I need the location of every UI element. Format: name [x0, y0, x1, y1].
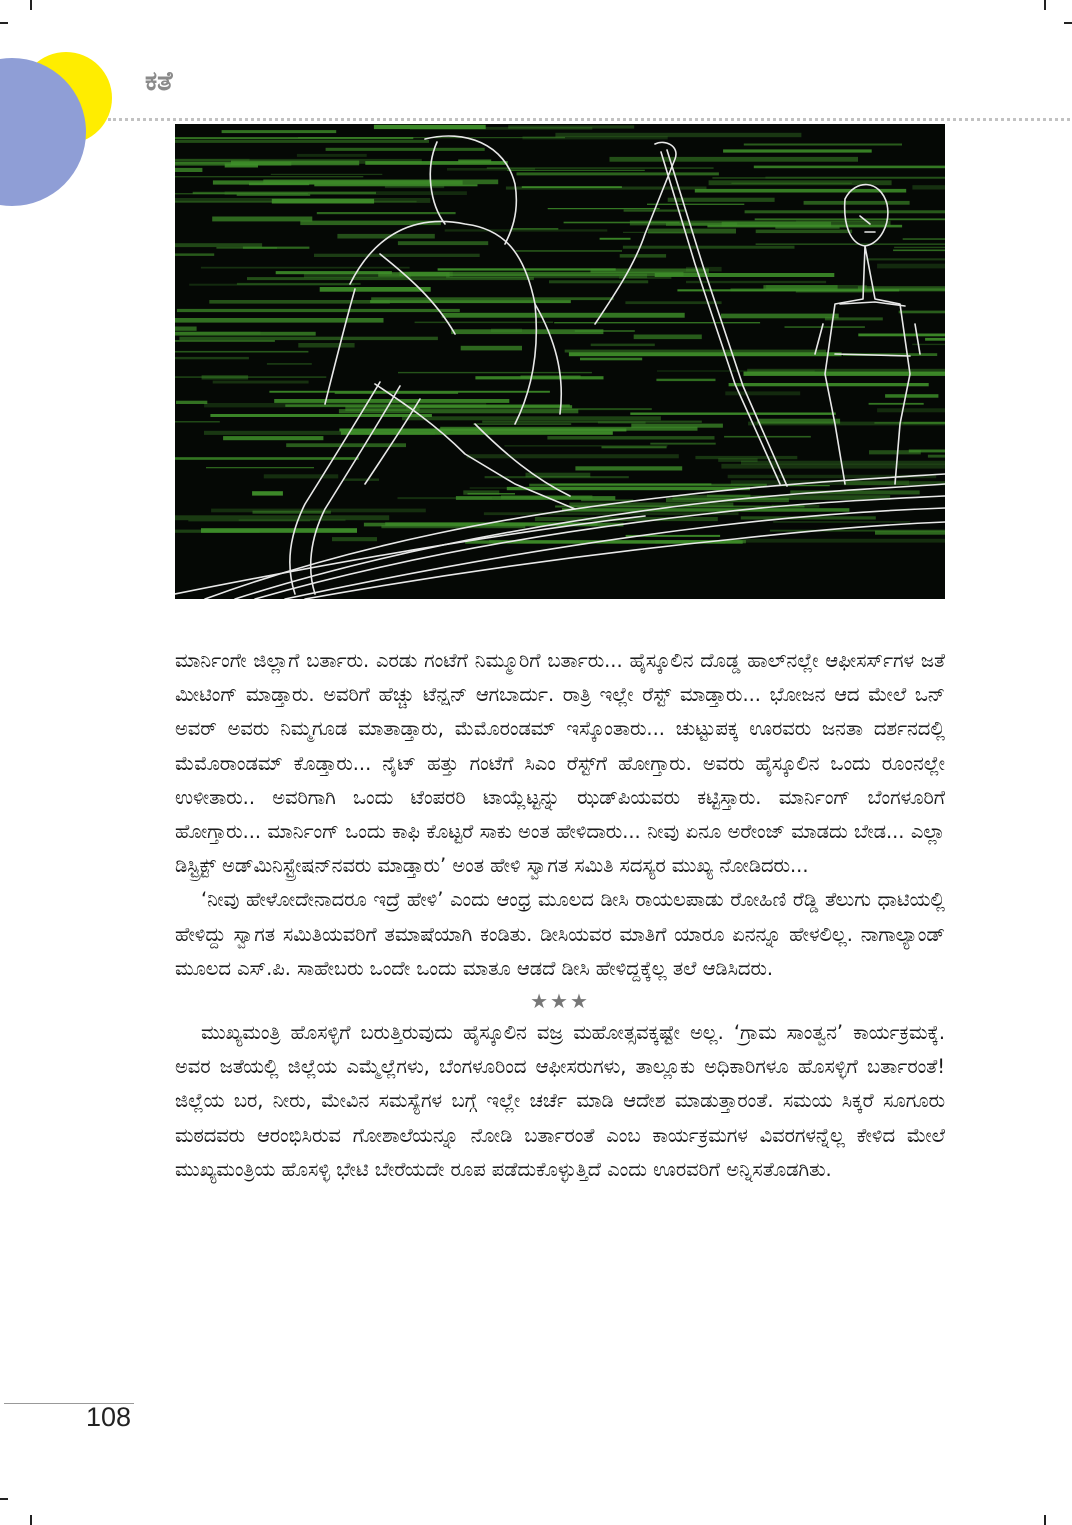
- green-streak: [756, 244, 945, 245]
- green-streak: [225, 191, 467, 195]
- green-streak: [337, 234, 434, 239]
- green-streak: [729, 383, 929, 386]
- green-streak: [785, 326, 865, 327]
- green-streak: [177, 309, 460, 312]
- green-streak: [272, 199, 374, 204]
- green-streak: [723, 149, 872, 152]
- green-streak: [631, 424, 723, 428]
- green-streak: [249, 183, 309, 186]
- green-streak: [317, 212, 456, 214]
- green-streak: [569, 352, 842, 356]
- green-streak: [210, 414, 432, 417]
- green-streak: [858, 334, 945, 337]
- green-streak: [775, 226, 839, 228]
- crop-mark: [1064, 22, 1072, 24]
- green-streak: [252, 491, 283, 495]
- green-streak: [602, 446, 667, 448]
- illustration-sketch: [175, 124, 945, 599]
- green-streak: [473, 424, 571, 425]
- green-streak: [339, 409, 578, 413]
- green-streak: [508, 125, 634, 128]
- green-streak: [516, 250, 622, 251]
- green-streak: [175, 327, 197, 331]
- green-streak: [247, 277, 534, 280]
- green-streak: [461, 346, 522, 351]
- green-streak: [548, 483, 712, 485]
- green-streak: [176, 401, 207, 404]
- green-streak: [757, 419, 840, 424]
- green-streak: [211, 509, 426, 513]
- paragraph-1: ಮಾರ್ನಿಂಗೇ ಜಿಲ್ಲಾಗೆ ಬರ್ತಾರು. ಎರಡು ಗಂಟೆಗೆ ನಿಮ್ಮೂರಿಗೆ ಬರ್ತಾರು... ಹೈಸ್ಕೂಲಿನ ದೊಡ್ಡ ಹಾಲ್‌ನಲ್ಲೇ ಆಫೀಸರ್ಸ್‌ಗಳ ಜತೆ ಮೀಟಿಂಗ್ ಮಾಡ್ತಾರು. ಅವರಿಗೆ ಹೆಚ್ಚು ಟೆನ್ಷನ್ ಆಗಬಾರ್ದು. ರಾತ್ರಿ ಇಲ್ಲೇ ರೆಸ್ಟ್ ಮಾಡ್ತಾರು... ಭೋಜನ ಆದ ಮೇಲೆ ಒನ್ ಅವರ್ ಅವರು ನಿಮ್ಮಗೂಡ ಮಾತಾಡ್ತಾರು, ಮೆಮೊರಂಡಮ್ ಇಸ್ಕೊಂತಾರು... ಚುಟ್ಟುಪಕ್ಕ ಊರವರು ಜನತಾ ದರ್ಶನದಲ್ಲಿ ಮೆಮೊರಾಂಡಮ್ ಕೊಡ್ತಾರು... ನೈಟ್ ಹತ್ತು ಗಂಟೆಗೆ ಸಿಎಂ ರೆಸ್ಟ್‌ಗೆ ಹೋಗ್ತಾರು. ಅವರು ಹೈಸ್ಕೂಲಿನ ಒಂದು ರೂಂನಲ್ಲೇ ಉಳೀತಾರು.. ಅವರಿಗಾಗಿ ಒಂದು ಟೆಂಪರರಿ ಟಾಯ್ಲೆಟ್ಟನ್ನು ಝಡ್‌ಪಿಯವರು ಕಟ್ಟಿಸ್ತಾರು. ಮಾರ್ನಿಂಗ್ ಬೆಂಗಳೂರಿಗೆ ಹೋಗ್ತಾರು... ಮಾರ್ನಿಂಗ್ ಒಂದು ಕಾಫಿ ಕೊಟ್ಟರೆ ಸಾಕು ಅಂತ ಹೇಳಿದಾರು... ನೀವು ಏನೂ ಅರೇಂಜ್ ಮಾಡದು ಬೇಡ... ಎಲ್ಲಾ ಡಿಸ್ಟ್ರಿಕ್ಟ್ ಅಡ್‌ಮಿನಿಸ್ಟ್ರೇಷನ್‌ನವರು ಮಾಡ್ತಾರು’ ಅಂತ ಹೇಳಿ ಸ್ವಾಗತ ಸಮಿತಿ ಸದಸ್ಯರ ಮುಖ್ಯ ನೋಡಿದರು...: [175, 649, 945, 878]
- green-streak: [522, 186, 622, 188]
- green-streak: [773, 521, 910, 522]
- crop-mark: [30, 0, 32, 10]
- story-illustration: [175, 124, 945, 599]
- green-streak: [928, 455, 945, 458]
- green-streak: [591, 344, 655, 347]
- green-streak: [487, 167, 714, 168]
- green-streak: [877, 264, 945, 269]
- green-streak: [630, 413, 835, 415]
- green-streak: [634, 335, 702, 340]
- green-streak: [209, 300, 390, 304]
- green-streak: [695, 189, 906, 193]
- green-streak: [721, 464, 945, 469]
- green-streak: [869, 450, 921, 454]
- page-number: 108: [86, 1402, 132, 1432]
- green-streak: [371, 297, 613, 300]
- green-streak: [213, 381, 309, 384]
- green-streak: [565, 350, 826, 353]
- green-streak: [398, 241, 488, 245]
- green-streak: [458, 160, 491, 163]
- green-streak: [175, 243, 262, 247]
- green-streak: [267, 363, 312, 365]
- green-streak: [554, 322, 760, 323]
- green-streak: [344, 479, 379, 481]
- paragraph-3: ಮುಖ್ಯಮಂತ್ರಿ ಹೊಸಳ್ಳಿಗೆ ಬರುತ್ತಿರುವುದು ಹೈಸ್ಕೂಲಿನ ವಜ್ರ ಮಹೋತ್ಸವಕ್ಕಷ್ಟೇ ಅಲ್ಲ. ‘ಗ್ರಾಮ ಸಾಂತ್ವನ’ ಕಾರ್ಯಕ್ರಮಕ್ಕೆ. ಅವರ ಜತೆಯಲ್ಲಿ ಜಿಲ್ಲೆಯ ಎಮ್ಮೆಲ್ಲೆಗಳು, ಬೆಂಗಳೂರಿಂದ ಆಫೀಸರುಗಳು, ತಾಲ್ಲೂಕು ಅಧಿಕಾರಿಗಳೂ ಹೊಸಳ್ಳಿಗೆ ಬರ್ತಾರಂತೆ! ಜಿಲ್ಲೆಯ ಬರ, ನೀರು, ಮೇವಿನ ಸಮಸ್ಯೆಗಳ ಬಗ್ಗೆ ಇಲ್ಲೇ ಚರ್ಚೆ ಮಾಡಿ ಆದೇಶ ಮಾಡುತ್ತಾರಂತೆ. ಸಮಯ ಸಿಕ್ಕರೆ ಸೂಗೂರು ಮಠದವರು ಆರಂಭಿಸಿರುವ ಗೋಶಾಲೆಯನ್ನೂ ನೋಡಿ ಬರ್ತಾರಂತೆ ಎಂಬ ಕಾರ್ಯಕ್ರಮಗಳ ವಿವರಗಳನ್ನೆಲ್ಲ ಕೇಳಿದ ಮೇಲೆ ಮುಖ್ಯಮಂತ್ರಿಯ ಹೊಸಳ್ಳಿ ಭೇಟಿ ಬೇರೆಯದೇ ರೂಪ ಪಡೆದುಕೊಳ್ಳುತ್ತಿದೆ ಎಂದು ಊರವರಿಗೆ ಅನ್ನಿಸತೊಡಗಿತು.: [175, 1021, 945, 1181]
- green-streak: [398, 372, 592, 373]
- green-streak: [725, 391, 800, 395]
- green-streak: [600, 238, 631, 240]
- green-streak: [655, 273, 835, 277]
- green-streak: [712, 177, 945, 178]
- green-streak: [804, 201, 910, 205]
- green-streak: [912, 185, 945, 189]
- green-streak: [237, 283, 361, 285]
- header-dotted-rule: [108, 118, 1070, 121]
- green-streak: [175, 159, 422, 164]
- green-streak: [756, 230, 852, 234]
- green-streak: [175, 140, 429, 143]
- green-streak: [731, 183, 852, 184]
- green-streak: [770, 530, 945, 532]
- green-streak: [623, 246, 795, 249]
- green-streak: [175, 176, 363, 177]
- crop-mark: [1044, 0, 1046, 10]
- green-streak: [451, 329, 603, 334]
- green-streak: [755, 218, 945, 220]
- green-streak: [445, 229, 608, 231]
- green-streak: [286, 443, 406, 447]
- green-streak: [562, 508, 849, 512]
- green-streak: [264, 474, 338, 478]
- green-streak: [885, 394, 938, 398]
- green-streak: [175, 421, 220, 423]
- green-streak: [175, 457, 359, 460]
- green-streak: [894, 247, 945, 248]
- green-streak: [175, 318, 384, 323]
- green-streak: [374, 125, 486, 129]
- green-streak: [179, 337, 438, 340]
- section-title: ಕತೆ: [145, 66, 173, 97]
- green-streak: [175, 332, 316, 336]
- green-streak: [222, 130, 337, 133]
- section-separator: ★★★: [530, 989, 590, 1014]
- green-streak: [581, 500, 633, 502]
- green-streak: [610, 157, 859, 162]
- green-streak: [744, 372, 946, 376]
- green-streak: [647, 204, 744, 205]
- green-streak: [239, 519, 346, 521]
- green-streak: [175, 168, 202, 172]
- green-streak: [727, 539, 945, 543]
- crop-mark: [30, 1515, 32, 1525]
- crop-mark: [0, 22, 8, 24]
- green-streak: [206, 467, 314, 468]
- green-streak: [925, 338, 945, 341]
- green-streak: [521, 375, 581, 378]
- green-streak: [507, 487, 750, 490]
- green-streak: [326, 148, 485, 151]
- green-streak: [580, 358, 642, 361]
- green-streak: [442, 313, 685, 318]
- green-streak: [402, 416, 661, 420]
- green-streak: [243, 247, 310, 249]
- green-streak: [269, 391, 550, 393]
- green-streak: [877, 408, 945, 412]
- green-streak: [298, 343, 354, 348]
- green-streak: [175, 253, 214, 256]
- green-streak: [869, 403, 924, 405]
- green-streak: [415, 322, 553, 324]
- green-streak: [470, 488, 601, 489]
- green-streak: [517, 172, 719, 175]
- green-streak: [201, 267, 410, 269]
- green-streak: [175, 357, 249, 359]
- green-streak: [297, 154, 367, 157]
- green-streak: [175, 351, 308, 353]
- crop-mark: [0, 1498, 8, 1500]
- green-streak: [893, 250, 945, 252]
- green-streak: [276, 271, 392, 274]
- green-streak: [899, 311, 945, 314]
- green-streak: [656, 379, 715, 381]
- green-streak: [370, 300, 571, 303]
- green-streak: [511, 228, 558, 230]
- green-streak: [223, 436, 323, 440]
- green-streak: [398, 497, 493, 499]
- green-streak: [271, 174, 383, 175]
- green-streak: [212, 217, 312, 222]
- green-streak: [175, 376, 326, 378]
- green-streak: [548, 208, 660, 209]
- green-streak: [575, 466, 682, 470]
- green-streak: [630, 221, 891, 226]
- green-streak: [744, 144, 902, 146]
- green-streak: [314, 184, 477, 186]
- green-streak: [202, 375, 249, 379]
- green-streak: [452, 429, 541, 431]
- green-streak: [650, 443, 715, 445]
- green-streak: [332, 537, 377, 541]
- green-streak: [718, 458, 757, 462]
- green-streak: [754, 166, 945, 169]
- green-streak: [438, 268, 616, 270]
- green-streak: [686, 281, 826, 283]
- green-streak: [406, 405, 572, 408]
- green-streak: [201, 528, 357, 533]
- green-streak: [866, 258, 945, 260]
- paragraph-2: ‘ನೀವು ಹೇಳೋದೇನಾದರೂ ಇದ್ರೆ ಹೇಳಿ’ ಎಂದು ಆಂಧ್ರ ಮೂಲದ ಡೀಸಿ ರಾಯಲಪಾಡು ರೋಹಿಣಿ ರೆಡ್ಡಿ ತೆಲುಗು ಧಾಟಿಯಲ್ಲಿ ಹೇಳಿದ್ದು ಸ್ವಾಗತ ಸಮಿತಿಯವರಿಗೆ ತಮಾಷೆಯಾಗಿ ಕಂಡಿತು. ಡೀಸಿಯವರ ಮಾತಿಗೆ ಯಾರೂ ಏನನ್ನೂ ಹೇಳಲಿಲ್ಲ. ನಾಗಾಲ್ಯಾಂಡ್ ಮೂಲದ ಎಸ್.ಪಿ. ಸಾಹೇಬರು ಒಂದೇ ಒಂದು ಮಾತೂ ಆಡದೆ ಡೀಸಿ ಹೇಳಿದ್ದಕ್ಕೆಲ್ಲ ತಲೆ ಆಡಿಸಿದರು.: [175, 888, 945, 980]
- green-streak: [912, 344, 945, 345]
- crop-mark: [1044, 1515, 1046, 1525]
- green-streak: [874, 422, 945, 423]
- green-streak: [320, 287, 431, 292]
- green-streak: [225, 164, 258, 168]
- green-streak: [619, 276, 671, 278]
- green-streak: [724, 436, 811, 438]
- green-streak: [314, 254, 480, 257]
- green-streak: [549, 280, 648, 283]
- story-body: [175, 644, 945, 1187]
- green-streak: [175, 340, 275, 342]
- green-streak: [858, 286, 945, 291]
- green-streak: [463, 490, 499, 494]
- green-streak: [903, 238, 945, 240]
- green-streak: [620, 254, 666, 258]
- green-streak: [721, 314, 839, 319]
- green-streak: [547, 436, 714, 439]
- green-streak: [467, 454, 679, 458]
- green-streak: [766, 285, 867, 290]
